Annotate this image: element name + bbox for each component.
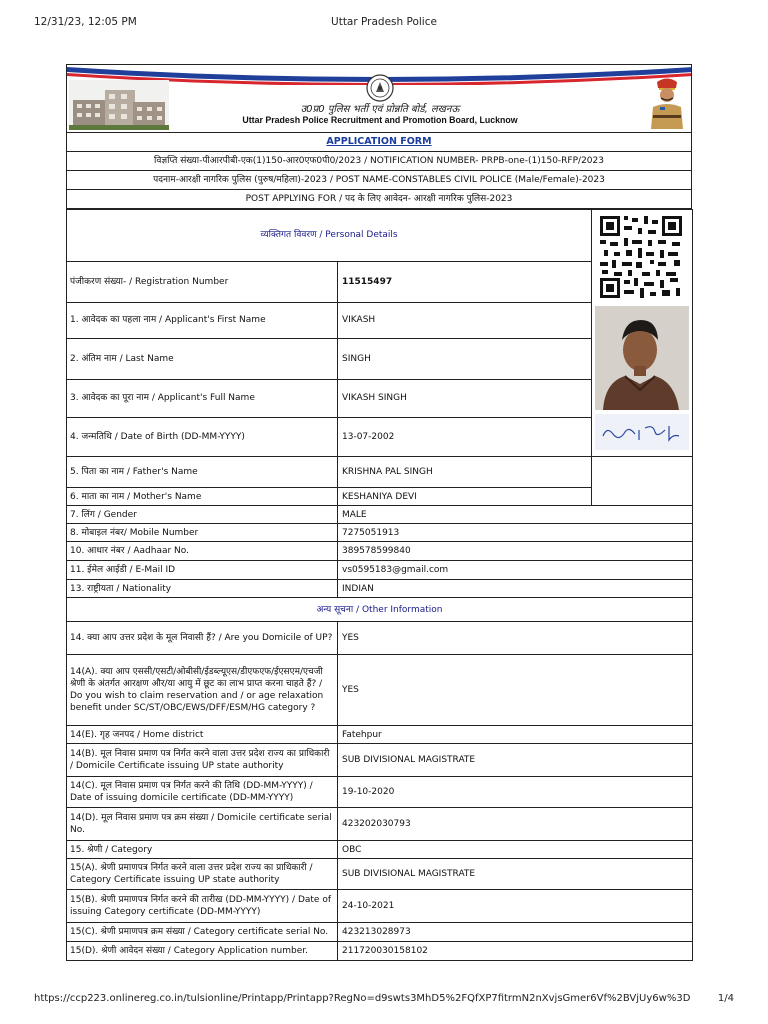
personal-row: [67, 542, 693, 561]
field-value: 24-10-2021: [338, 890, 693, 923]
qr-photo-signature: [592, 210, 692, 456]
post-applying-for: POST APPLYING FOR / पद के लिए आवेदन- आरक्षी नागरिक पुलिस-2023: [66, 190, 692, 209]
field-value: KRISHNA PAL SINGH: [338, 457, 592, 488]
other-row: [67, 777, 693, 808]
field-label: 10. आधार नंबर / Aadhaar No.: [67, 542, 338, 561]
field-label: 14. क्या आप उत्तर प्रदेश के मूल निवासी हैं? / Are you Domicile of UP?: [67, 622, 338, 655]
policeman-image: [647, 77, 687, 129]
print-header: [0, 16, 768, 30]
banner-hindi-title: उ0प्र0 पुलिस भर्ती एवं प्रोन्नति बोर्ड, लखनऊ: [300, 104, 460, 115]
board-banner: [66, 64, 692, 133]
field-value: MALE: [338, 506, 693, 524]
field-value: 423213028973: [338, 923, 693, 942]
application-form-title: APPLICATION FORM: [326, 136, 432, 147]
print-datetime: 12/31/23, 12:05 PM: [34, 16, 137, 28]
field-label: 3. आवेदक का पूरा नाम / Applicant's Full Name: [67, 379, 338, 417]
field-value: 13-07-2002: [338, 417, 592, 456]
other-row: [67, 923, 693, 942]
field-value: SUB DIVISIONAL MAGISTRATE: [338, 744, 693, 777]
field-label: 6. माता का नाम / Mother's Name: [67, 488, 338, 506]
field-label: 14(C). मूल निवास प्रमाण पत्र निर्गत करने की तिथि (DD-MM-YYYY) / Date of issuing domicile certificate (DD-MM-YYYY): [67, 777, 338, 808]
field-label: 14(B). मूल निवास प्रमाण पत्र निर्गत करने वाला उत्तर प्रदेश राज्य का प्राधिकारी / Domicile Certificate issuing UP state authority: [67, 744, 338, 777]
field-value: Fatehpur: [338, 726, 693, 744]
signature-cell: [592, 457, 693, 506]
field-label: पंजीकरण संख्या- / Registration Number: [67, 261, 338, 302]
field-label: 1. आवेदक का पहला नाम / Applicant's First Name: [67, 303, 338, 339]
personal-row: [67, 524, 693, 542]
field-label: 14(A). क्या आप एससी/एसटी/ओबीसी/ईडब्ल्यूएस/डीएफएफ/ईएसएम/एचजी श्रेणी के अंतर्गत आरक्षण और/या आयु में छूट का लाभ प्राप्त करना चाहते हैं? / Do you wish to claim reservation and / or age relaxation benefit under SC/ST/OBC/EWS/DFF/ESM/HG category ?: [67, 655, 338, 726]
other-row: [67, 744, 693, 777]
field-label: 14(E). गृह जनपद / Home district: [67, 726, 338, 744]
print-page-number: 1/4: [717, 993, 734, 1004]
print-url: https://ccp223.onlinereg.co.in/tulsionline/Printapp/Printapp?RegNo=d9swts3MhD5%2FQfXP7fitrmN2nXvjsGmer6Vf%2BVjUy6w%3D: [34, 993, 691, 1004]
field-value: INDIAN: [338, 580, 693, 598]
field-label: 15(B). श्रेणी प्रमाणपत्र निर्गत करने की तारीख (DD-MM-YYYY) / Date of issuing Category certificate (DD-MM-YYYY): [67, 890, 338, 923]
personal-details-header-row: [67, 210, 693, 262]
field-label: 13. राष्ट्रीयता / Nationality: [67, 580, 338, 598]
field-label: 2. अंतिम नाम / Last Name: [67, 338, 338, 379]
other-row: [67, 726, 693, 744]
field-value: YES: [338, 622, 693, 655]
other-row: [67, 841, 693, 859]
field-value: VIKASH: [338, 303, 592, 339]
personal-row: [67, 457, 693, 488]
form-meta: [66, 133, 692, 209]
field-value: SINGH: [338, 338, 592, 379]
field-label: 11. ईमेल आईडी / E-Mail ID: [67, 561, 338, 580]
other-row: [67, 622, 693, 655]
field-value: vs0595183@gmail.com: [338, 561, 693, 580]
banner-english-title: Uttar Pradesh Police Recruitment and Promotion Board, Lucknow: [242, 115, 518, 125]
field-label: 15(C). श्रेणी प्रमाणपत्र क्रम संख्या / Category certificate serial No.: [67, 923, 338, 942]
field-label: 5. पिता का नाम / Father's Name: [67, 457, 338, 488]
field-value: 211720030158102: [338, 942, 693, 961]
notification-number: विज्ञप्ति संख्या-पीआरपीबी-एक(1)150-आर0एफ0पी0/2023 / NOTIFICATION NUMBER- PRPB-one-(1)150-RFP/2023: [66, 152, 692, 171]
print-footer: [0, 993, 768, 1007]
field-value: VIKASH SINGH: [338, 379, 592, 417]
field-value: 7275051913: [338, 524, 693, 542]
other-row: [67, 942, 693, 961]
field-value: 389578599840: [338, 542, 693, 561]
field-value: 423202030793: [338, 808, 693, 841]
field-value: KESHANIYA DEVI: [338, 488, 592, 506]
qr-code-icon: [600, 216, 682, 298]
field-value: 11515497: [338, 261, 592, 302]
other-row: [67, 808, 693, 841]
other-information-heading: अन्य सूचना / Other Information: [67, 598, 693, 622]
field-label: 15. श्रेणी / Category: [67, 841, 338, 859]
field-label: 4. जन्मतिथि / Date of Birth (DD-MM-YYYY): [67, 417, 338, 456]
details-table: [66, 209, 693, 961]
other-row: [67, 655, 693, 726]
up-police-emblem-icon: [365, 73, 395, 103]
other-row: [67, 890, 693, 923]
field-label: 14(D). मूल निवास प्रमाण पत्र क्रम संख्या / Domicile certificate serial No.: [67, 808, 338, 841]
application-form-title-row: [66, 133, 692, 152]
other-info-header-row: [67, 598, 693, 622]
field-value: OBC: [338, 841, 693, 859]
field-label: 15(D). श्रेणी आवेदन संख्या / Category Application number.: [67, 942, 338, 961]
field-label: 7. लिंग / Gender: [67, 506, 338, 524]
personal-row: [67, 561, 693, 580]
application-sheet: [66, 64, 692, 956]
personal-details-heading: व्यक्तिगत विवरण / Personal Details: [67, 210, 592, 262]
post-name: पदनाम-आरक्षी नागरिक पुलिस (पुरुष/महिला)-2023 / POST NAME-CONSTABLES CIVIL POLICE (Male/Female)-2023: [66, 171, 692, 190]
personal-row: [67, 580, 693, 598]
field-value: YES: [338, 655, 693, 726]
field-label: 15(A). श्रेणी प्रमाणपत्र निर्गत करने वाला उत्तर प्रदेश राज्य का प्राधिकारी / Category Certificate issuing UP state authority: [67, 859, 338, 890]
applicant-signature: [595, 414, 689, 450]
print-page-title: Uttar Pradesh Police: [331, 16, 437, 28]
other-row: [67, 859, 693, 890]
field-value: 19-10-2020: [338, 777, 693, 808]
field-label: 8. मोबाइल नंबर/ Mobile Number: [67, 524, 338, 542]
applicant-photo: [595, 306, 689, 410]
personal-row: [67, 506, 693, 524]
qr-photo-cell: [592, 210, 693, 457]
field-value: SUB DIVISIONAL MAGISTRATE: [338, 859, 693, 890]
